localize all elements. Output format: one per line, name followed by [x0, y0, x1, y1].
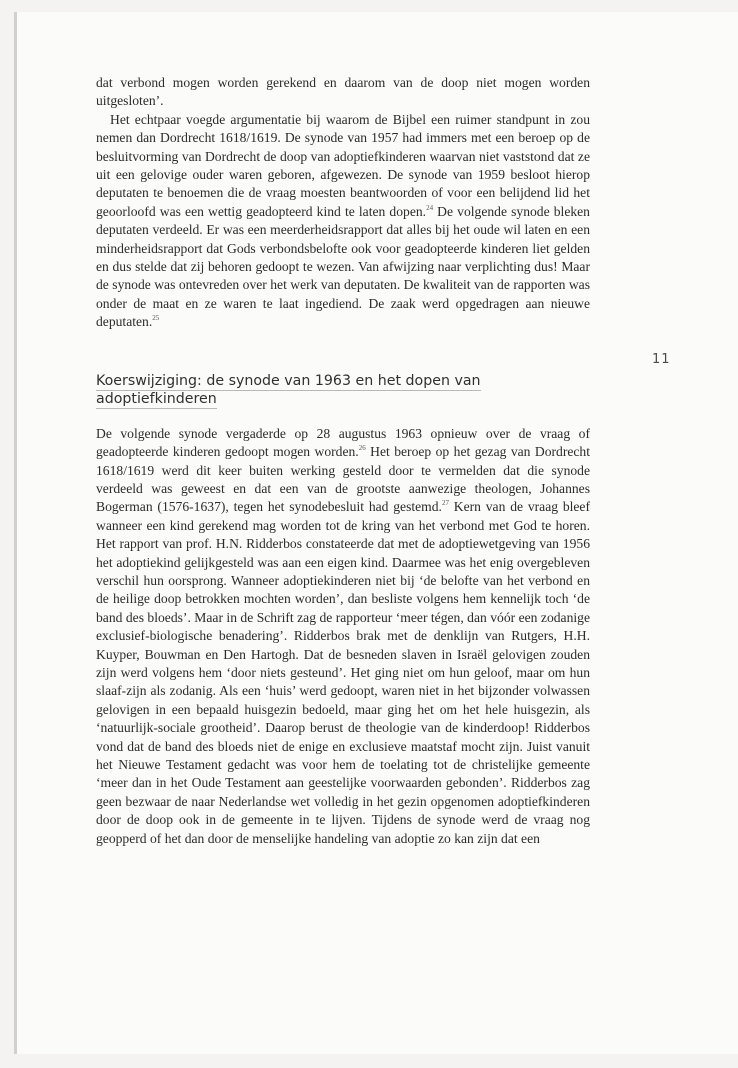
footnote-ref-27: 27: [441, 499, 449, 508]
paragraph-2-text-b: De volgende synode bleken deputaten verdeeld. Er was een meerderheidsrapport dat alles bij het oude wil laten en een minderheidsrapport dat Gods verbondsbelofte ook voor geadopteerde kinderen liet gelden en dus stelde dat zij behoren gedoopt te wezen. Van afwijzing naar verplichting dus! Maar de synode was ontevreden over het werk van deputaten. De kwaliteit van de rapporten was onder de maat en ze waren te laat ingediend. De zaak werd opgedragen aan nieuwe deputaten.: [96, 203, 590, 330]
paragraph-3: [96, 425, 590, 848]
section-heading-line-1: Koerswijziging: de synode van 1963 en het dopen van: [96, 372, 481, 389]
footnote-ref-26: 26: [358, 444, 366, 453]
section-heading: [96, 372, 590, 409]
paragraph-3-text-c: Kern van de vraag bleef wanneer een kind gerekend mag worden tot de kring van het verbond met God te horen. Het rapport van prof. H.N. Ridderbos constateerde dat met de adoptiewetgeving van 1956 het adoptiekind gelijkgesteld was aan een eigen kind. Daarmee was het enig overgebleven verschil hun oorsprong. Wanneer adoptiekinderen niet bij ‘de belofte van het verbond en de heilige doop betrokken mochten worden’, dan besliste volgens hem kennelijk toch ‘de band des bloeds’. Maar in de Schrift zag de rapporteur ‘meer tégen, dan vóór een zodanige exclusief-biologische benadering’. Ridderbos brak met de denklijn van Rutgers, H.H. Kuyper, Bouwman en Den Hartogh. Dat de besneden slaven in Israël gelovigen zouden zijn werd volgens hem ‘door niets gesteund’. Het ging niet om hun geloof, maar om hun slaaf-zijn als zodanig. Als een ‘huis’ werd gedoopt, waren niet in het bijzonder volwassen gelovigen in een bepaald huisgezin bedoeld, maar ging het om het hele huisgezin, als ‘natuurlijk-sociale grootheid’. Daarop berust de theologie van de kinderdoop! Ridderbos vond dat de band des bloeds niet de enige en exclusieve maatstaf mocht zijn. Juist vanuit het Nieuwe Testament gedacht was voor hem de toelating tot de christelijke gemeente ‘meer dan in het Oude Testament aan geestelijke voorwaarden gebonden’. Ridderbos zag geen bezwaar de naar Nederlandse wet volledig in het gezin opgenomen adoptiefkinderen door de doop ook in de gemeente in te lijven. Tijdens de synode werd de vraag nog geopperd of het dan door de menselijke handeling van adoptie zo kan zijn dat een: [96, 499, 590, 846]
paragraph-2-text-a: Het echtpaar voegde argumentatie bij waarom de Bijbel een ruimer standpunt in zou nemen dan Dordrecht 1618/1619. De synode van 1957 had immers met een beroep op de besluitvorming van Dordrecht de doop van adoptiefkinderen waarvan niet vaststond dat ze uit een gelovige ouder waren geboren, afgewezen. De synode van 1959 besloot hierop deputaten te benoemen die de vraag moesten beantwoorden of voor een belijdend lid het geoorloofd was een wettig geadopteerd kind te laten dopen.: [96, 111, 590, 219]
footnote-ref-24: 24: [426, 203, 434, 212]
footnote-ref-25: 25: [152, 314, 160, 323]
page-number: 11: [652, 352, 671, 367]
paragraph-3-text-b: Het beroep op het gezag van Dordrecht 1618/1619 werd dit keer buiten werking gesteld door te vermelden dat die synode verdeeld was geweest en dat een van de grootste aanwezige theologen, Johannes Bogerman (1576-1637), tegen het synodebesluit had gestemd.: [96, 444, 590, 515]
section-heading-line-2: adoptiefkinderen: [96, 391, 217, 408]
paragraph-2: [96, 111, 590, 332]
paragraph-3-text-a: De volgende synode vergaderde op 28 augustus 1963 opnieuw over de vraag of geadopteerde kinderen gedoopt mogen worden.: [96, 425, 590, 460]
page-binding-edge: [14, 12, 17, 1054]
body-text: [96, 74, 590, 848]
paragraph-1: dat verbond mogen worden gerekend en daarom van de doop niet mogen worden uitgesloten’.: [96, 75, 590, 109]
